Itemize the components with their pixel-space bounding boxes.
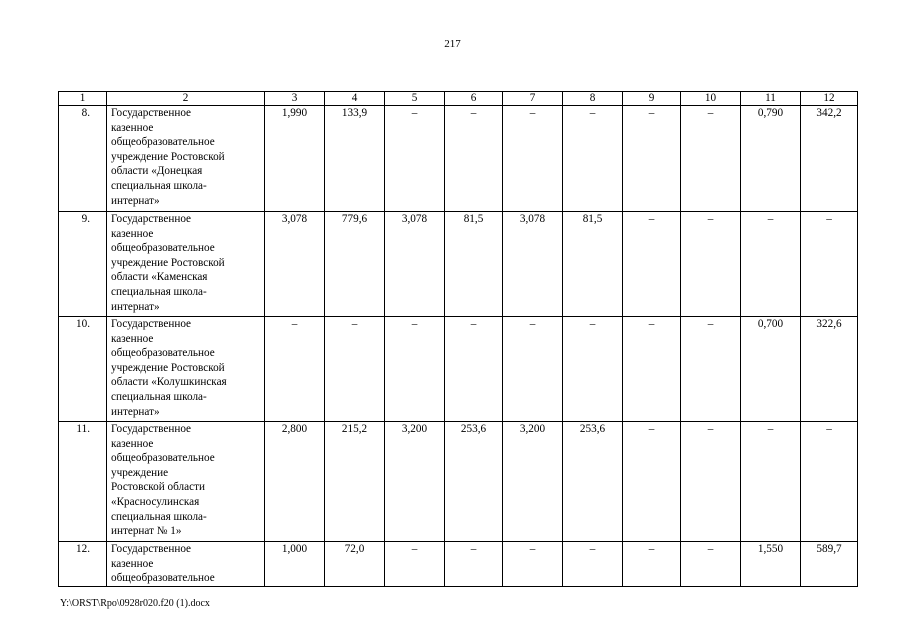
institution-name-line: области «Каменская [111,271,208,284]
value-cell: 3,078 [503,212,563,317]
data-table [58,91,858,587]
value-cell: – [623,422,681,542]
institution-name-line: специальная школа- [111,390,207,403]
column-header: 1 [59,92,107,106]
value-cell: – [681,106,741,212]
row-number: 11. [59,422,107,542]
institution-name-line: общеобразовательное [111,452,215,465]
value-cell: – [623,317,681,422]
column-header: 3 [265,92,325,106]
value-cell: – [385,106,445,212]
institution-name-line: «Красносулинская [111,495,200,508]
table-row [59,106,858,212]
column-header: 12 [801,92,858,106]
table-row [59,422,858,542]
value-cell: 342,2 [801,106,858,212]
institution-name-line: Ростовской области [111,481,205,494]
column-header: 2 [107,92,265,106]
value-cell: 0,700 [741,317,801,422]
value-cell: – [503,542,563,587]
value-cell: – [325,317,385,422]
institution-name-line: общеобразовательное [111,242,215,255]
value-cell: – [563,317,623,422]
row-number: 12. [59,542,107,587]
value-cell: – [681,212,741,317]
value-cell: – [503,317,563,422]
institution-name-line: казенное [111,332,154,345]
institution-name-line: казенное [111,557,154,570]
value-cell: – [801,422,858,542]
column-header: 5 [385,92,445,106]
institution-name-line: Государственное [111,318,192,330]
value-cell: 0,790 [741,106,801,212]
row-number: 9. [59,212,107,317]
institution-name-line: области «Колушкинская [111,376,227,389]
institution-name-line: учреждение Ростовской [111,256,225,269]
value-cell: 253,6 [563,422,623,542]
column-header: 7 [503,92,563,106]
institution-name-line: Государственное [111,423,192,435]
value-cell: 3,200 [385,422,445,542]
value-cell: – [741,212,801,317]
value-cell: – [623,212,681,317]
institution-name-line: казенное [111,437,154,450]
value-cell: – [681,317,741,422]
value-cell: – [445,542,503,587]
institution-name-line: области «Донецкая [111,165,203,178]
institution-name-line: общеобразовательное [111,347,215,360]
value-cell: 81,5 [563,212,623,317]
value-cell: 3,078 [265,212,325,317]
column-header: 6 [445,92,503,106]
column-header: 10 [681,92,741,106]
table-row [59,212,858,317]
institution-name-line: специальная школа- [111,510,207,523]
value-cell: 72,0 [325,542,385,587]
institution-name-line: интернат» [111,194,160,207]
value-cell: – [563,106,623,212]
row-number: 8. [59,106,107,212]
table-header-row [59,92,858,106]
value-cell: – [623,542,681,587]
value-cell: – [385,317,445,422]
table-row [59,542,858,587]
institution-name-line: учреждение Ростовской [111,361,225,374]
institution-name [107,317,265,422]
institution-name-line: общеобразовательное [111,136,215,149]
value-cell: 322,6 [801,317,858,422]
institution-name-line: учреждение Ростовской [111,150,225,163]
page-number: 217 [444,38,461,50]
institution-name-line: интернат» [111,405,160,418]
institution-name-line: Государственное [111,543,192,555]
table-row [59,317,858,422]
value-cell: – [681,542,741,587]
value-cell: – [563,542,623,587]
file-path-footer: Y:\ORST\Rpo\0928r020.f20 (1).docx [60,598,210,609]
institution-name-line: казенное [111,227,154,240]
value-cell: 253,6 [445,422,503,542]
value-cell: 589,7 [801,542,858,587]
value-cell: 133,9 [325,106,385,212]
value-cell: 1,990 [265,106,325,212]
value-cell: – [623,106,681,212]
institution-name-line: интернат» [111,300,160,313]
institution-name-line: общеобразовательное [111,572,215,585]
value-cell: 3,200 [503,422,563,542]
institution-name [107,422,265,542]
value-cell: 779,6 [325,212,385,317]
institution-name-line: Государственное [111,213,192,225]
value-cell: 2,800 [265,422,325,542]
value-cell: – [265,317,325,422]
row-number: 10. [59,317,107,422]
column-header: 11 [741,92,801,106]
institution-name-line: казенное [111,121,154,134]
value-cell: – [445,317,503,422]
value-cell: 81,5 [445,212,503,317]
institution-name-line: специальная школа- [111,179,207,192]
institution-name-line: учреждение [111,466,169,479]
value-cell: – [681,422,741,542]
value-cell: – [503,106,563,212]
value-cell: 1,000 [265,542,325,587]
value-cell: – [385,542,445,587]
value-cell: 1,550 [741,542,801,587]
value-cell: – [445,106,503,212]
column-header: 8 [563,92,623,106]
institution-name [107,212,265,317]
institution-name-line: специальная школа- [111,285,207,298]
column-header: 4 [325,92,385,106]
value-cell: – [801,212,858,317]
value-cell: 215,2 [325,422,385,542]
institution-name-line: Государственное [111,107,192,119]
institution-name [107,542,265,587]
column-header: 9 [623,92,681,106]
institution-name-line: интернат № 1» [111,525,182,538]
value-cell: – [741,422,801,542]
institution-name [107,106,265,212]
value-cell: 3,078 [385,212,445,317]
